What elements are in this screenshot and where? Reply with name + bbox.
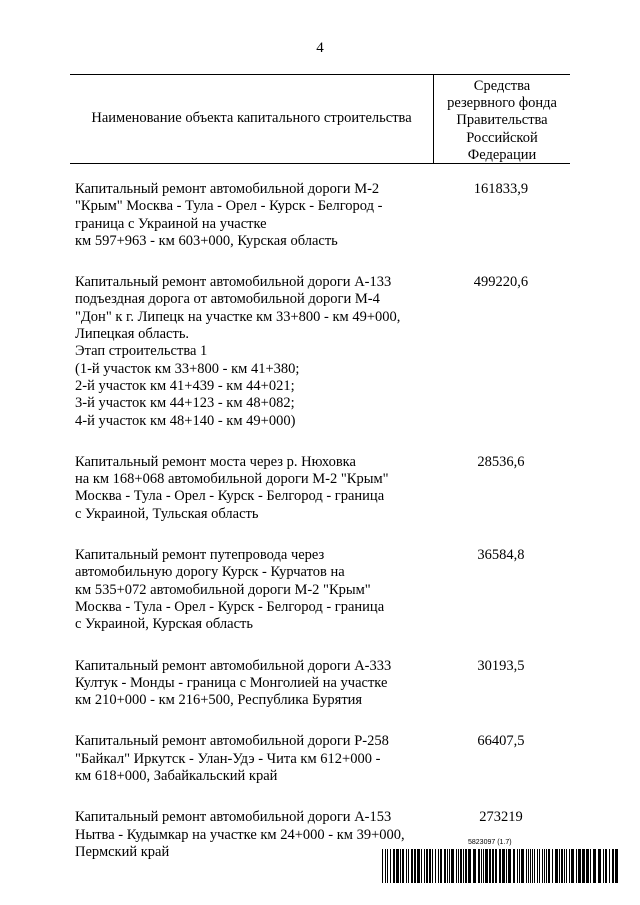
document-code: 5823097 (1.7) [468, 839, 512, 846]
object-name: Капитальный ремонт моста через р. Нюховка на км 168+068 автомобильной дороги М-2 "Крым" Москва - Тула - Орел - Курск - Белгород - граница с Украиной, Тульская область [75, 453, 389, 522]
table-row [75, 274, 570, 430]
table-row [75, 733, 570, 785]
fund-amount: 66407,5 [477, 733, 525, 750]
fund-amount: 273219 [479, 809, 523, 826]
table-body [75, 181, 570, 885]
object-name: Капитальный ремонт автомобильной дороги А-333 Култук - Монды - граница с Монголией на участке км 210+000 - км 216+500, Республика Бурятия [75, 657, 392, 709]
object-name: Капитальный ремонт путепровода через автомобильную дорогу Курск - Курчатов на км 535+072 автомобильной дороги М-2 "Крым" Москва - Тула - Орел - Курск - Белгород - граница с Украиной, Курская область [75, 547, 385, 633]
fund-amount: 30193,5 [477, 657, 525, 674]
object-name: Капитальный ремонт автомобильной дороги А-153 Нытва - Кудымкар на участке км 24+000 - км 39+000, Пермский край [75, 809, 405, 860]
barcode-image [382, 849, 622, 883]
fund-amount: 36584,8 [477, 547, 525, 564]
object-name: Капитальный ремонт автомобильной дороги М-2 "Крым" Москва - Тула - Орел - Курск - Белгород - граница с Украиной на участке км 597+963 - км 603+000, Курская область [75, 181, 383, 249]
table-row [75, 454, 570, 523]
fund-amount: 28536,6 [477, 453, 525, 470]
object-name: Капитальный ремонт автомобильной дороги А-133 подъездная дорога от автомобильной дороги М-4 "Дон" к г. Липецк на участке км 33+800 - км 49+000, Липецкая область. Этап строительства 1 (1-й участок км 33+800 - км 41+380; 2-й участок км 41+439 - км 44+021; 3-й участок км 44+123 - км 48+082; 4-й участок км 48+140 - км 49+000) [75, 274, 401, 429]
fund-amount: 499220,6 [473, 274, 529, 291]
table-row [75, 181, 570, 250]
fund-amount: 161833,9 [473, 181, 529, 197]
page-number: 4 [316, 40, 324, 56]
column-header-object-name: Наименование объекта капитального строительства [91, 110, 412, 126]
column-header-reserve-fund: Средства резервного фонда Правительства Российской Федерации [447, 78, 557, 163]
table-header-top-rule [70, 74, 570, 75]
object-name: Капитальный ремонт автомобильной дороги Р-258 "Байкал" Иркутск - Улан-Удэ - Чита км 612+000 - км 618+000, Забайкальский край [75, 733, 389, 785]
table-row [75, 547, 570, 633]
table-row [75, 658, 570, 710]
